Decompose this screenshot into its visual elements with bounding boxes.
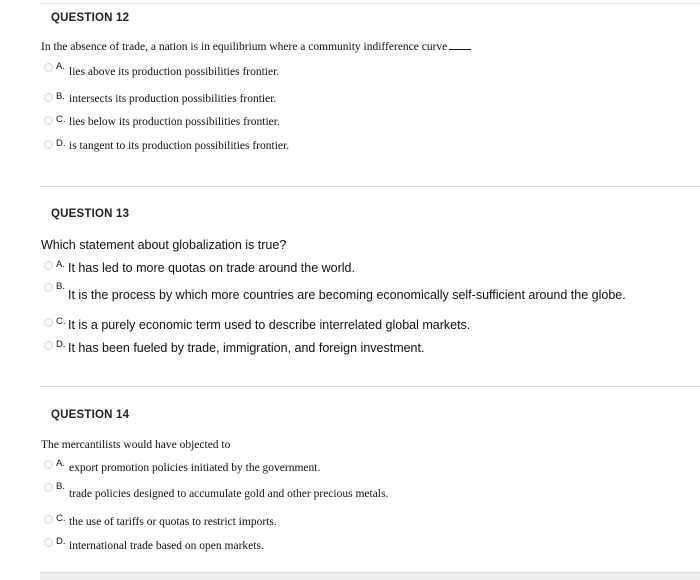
radio-button[interactable] bbox=[44, 318, 53, 327]
choice-letter: A. bbox=[56, 458, 65, 469]
choice-letter: D. bbox=[56, 536, 66, 547]
top-divider bbox=[40, 3, 700, 4]
question-14-text: The mercantilists would have objected to bbox=[41, 439, 231, 451]
choice-text: trade policies designed to accumulate gold and other precious metals. bbox=[69, 488, 389, 500]
question-divider bbox=[40, 386, 700, 387]
radio-button[interactable] bbox=[44, 538, 53, 547]
question-14-header: QUESTION 14 bbox=[51, 409, 130, 421]
choice-text: It has led to more quotas on trade around the world. bbox=[68, 261, 355, 275]
choice-text: the use of tariffs or quotas to restrict imports. bbox=[69, 516, 277, 528]
question-13-header: QUESTION 13 bbox=[51, 208, 130, 220]
radio-button[interactable] bbox=[44, 341, 53, 350]
choice-text: It is the process by which more countries are becoming economically self-sufficient around the globe. bbox=[68, 288, 626, 302]
choice-text: lies below its production possibilities frontier. bbox=[69, 116, 280, 128]
next-question-edge bbox=[40, 572, 700, 580]
choice-text: intersects its production possibilities frontier. bbox=[69, 93, 277, 105]
radio-button[interactable] bbox=[44, 283, 53, 292]
question-12-header: QUESTION 12 bbox=[51, 12, 130, 24]
choice-letter: B. bbox=[56, 481, 65, 492]
radio-button[interactable] bbox=[44, 93, 53, 102]
choice-letter: C. bbox=[56, 114, 66, 125]
choice-text: international trade based on open markets. bbox=[69, 540, 264, 552]
choice-letter: A. bbox=[56, 61, 65, 72]
question-12-text bbox=[41, 41, 471, 53]
radio-button[interactable] bbox=[44, 483, 53, 492]
choice-letter: D. bbox=[56, 138, 66, 149]
choice-letter: C. bbox=[56, 513, 66, 524]
choice-text: lies above its production possibilities frontier. bbox=[69, 66, 280, 78]
choice-letter: D. bbox=[56, 339, 66, 350]
radio-button[interactable] bbox=[44, 460, 53, 469]
radio-button[interactable] bbox=[44, 261, 53, 270]
question-divider bbox=[40, 186, 700, 187]
choice-text: export promotion policies initiated by the government. bbox=[69, 462, 321, 474]
question-12-prompt: In the absence of trade, a nation is in equilibrium where a community indifference curve bbox=[41, 41, 448, 53]
choice-text: It is a purely economic term used to describe interrelated global markets. bbox=[68, 318, 471, 332]
choice-letter: A. bbox=[56, 259, 65, 270]
choice-text: is tangent to its production possibilities frontier. bbox=[69, 140, 290, 152]
radio-button[interactable] bbox=[44, 140, 53, 149]
choice-letter: B. bbox=[56, 91, 65, 102]
choice-letter: B. bbox=[56, 281, 65, 292]
choice-letter: C. bbox=[56, 316, 66, 327]
radio-button[interactable] bbox=[44, 63, 53, 72]
radio-button[interactable] bbox=[44, 116, 53, 125]
radio-button[interactable] bbox=[44, 515, 53, 524]
choice-text: It has been fueled by trade, immigration, and foreign investment. bbox=[68, 341, 425, 355]
question-13-text: Which statement about globalization is true? bbox=[41, 238, 287, 252]
answer-blank bbox=[449, 49, 471, 50]
